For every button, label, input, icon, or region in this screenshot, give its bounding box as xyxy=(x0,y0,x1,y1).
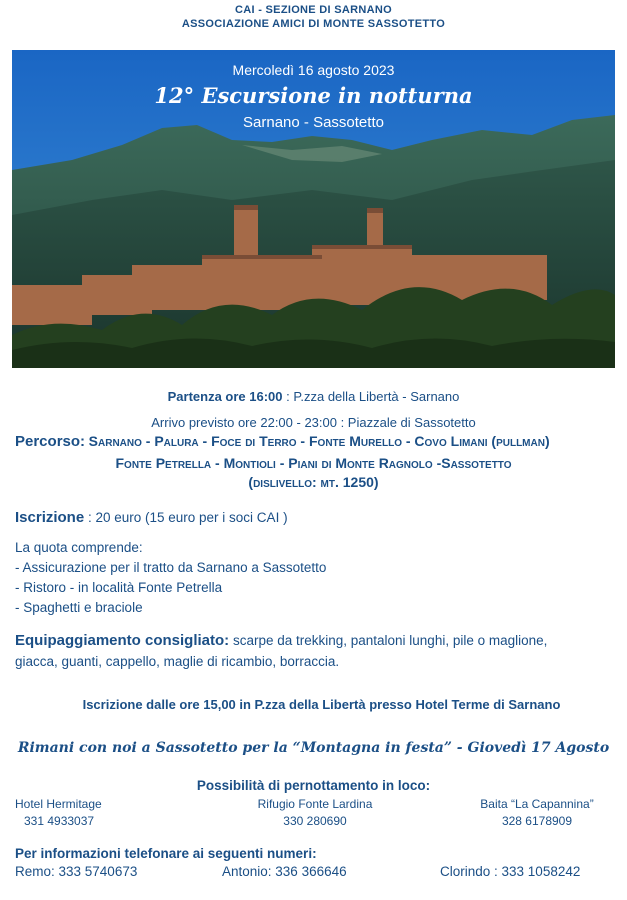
lodging-phone: 330 280690 xyxy=(283,814,347,828)
arrival-line: Arrivo previsto ore 22:00 - 23:00 : Piazzale di Sassotetto xyxy=(151,415,476,430)
route-line-1 xyxy=(15,433,615,450)
equipment-text-2: giacca, guanti, cappello, maglie di ricambio, borraccia. xyxy=(15,654,340,669)
event-date: Mercoledì 16 agosto 2023 xyxy=(232,62,395,78)
fee-value: : 20 euro (15 euro per i soci CAI ) xyxy=(87,510,288,525)
elevation-gain: (dislivello: mt. 1250) xyxy=(248,474,379,490)
fee-item: - Assicurazione per il tratto da Sarnano a Sassotetto xyxy=(15,560,327,575)
hero-photo xyxy=(12,50,615,368)
fee-includes xyxy=(15,538,615,618)
departure-label: Partenza ore 16:00 xyxy=(167,389,283,404)
route-label: Percorso: xyxy=(15,433,86,450)
festival-invitation: Rimani con noi a Sassotetto per la “Montagna in festa” - Giovedì 17 Agosto xyxy=(17,740,610,756)
contact-phone: Remo: 333 5740673 xyxy=(15,864,138,879)
fee-item: - Ristoro - in località Fonte Petrella xyxy=(15,580,223,595)
fee-item: - Spaghetti e braciole xyxy=(15,600,143,615)
contacts-title: Per informazioni telefonare ai seguenti numeri: xyxy=(15,846,317,861)
lodging-name: Rifugio Fonte Lardina xyxy=(257,797,373,811)
lodging-name: Hotel Hermitage xyxy=(15,797,102,811)
event-title: 12° Escursione in notturna xyxy=(154,83,473,108)
equipment-line-1 xyxy=(15,632,620,649)
lodging-phone: 328 6178909 xyxy=(501,814,573,828)
equipment-text-1: scarpe da trekking, pantaloni lunghi, pile o maglione, xyxy=(229,633,548,648)
equipment-label: Equipaggiamento consigliato: xyxy=(15,632,230,649)
route-stops-1: Sarnano - Palura - Foce di Terro - Fonte Murello - Covo Limani (pullman) xyxy=(88,433,550,449)
event-route: Sarnano - Sassotetto xyxy=(243,114,384,131)
registration-note: Iscrizione dalle ore 15,00 in P.zza della Libertà presso Hotel Terme di Sarnano xyxy=(82,697,561,712)
organizer-line-2: ASSOCIAZIONE AMICI DI MONTE SASSOTETTO xyxy=(181,18,446,30)
route-stops-2: Fonte Petrella - Montioli - Piani di Monte Ragnolo -Sassotetto xyxy=(115,455,512,471)
departure-line xyxy=(0,389,627,404)
lodging-title: Possibilità di pernottamento in loco: xyxy=(196,778,431,793)
fee-line xyxy=(15,509,288,526)
lodging-name: Baita “La Capannina” xyxy=(480,797,594,811)
lodging-phone: 331 4933037 xyxy=(24,814,95,828)
departure-place: : P.zza della Libertà - Sarnano xyxy=(286,389,460,404)
contact-phone: Antonio: 336 366646 xyxy=(222,864,347,879)
fee-label: Iscrizione xyxy=(15,509,85,526)
fee-includes-intro: La quota comprende: xyxy=(15,540,143,555)
contact-phone: Clorindo : 333 1058242 xyxy=(440,864,581,879)
organizer-line-1: CAI - SEZIONE DI SARNANO xyxy=(235,4,392,16)
